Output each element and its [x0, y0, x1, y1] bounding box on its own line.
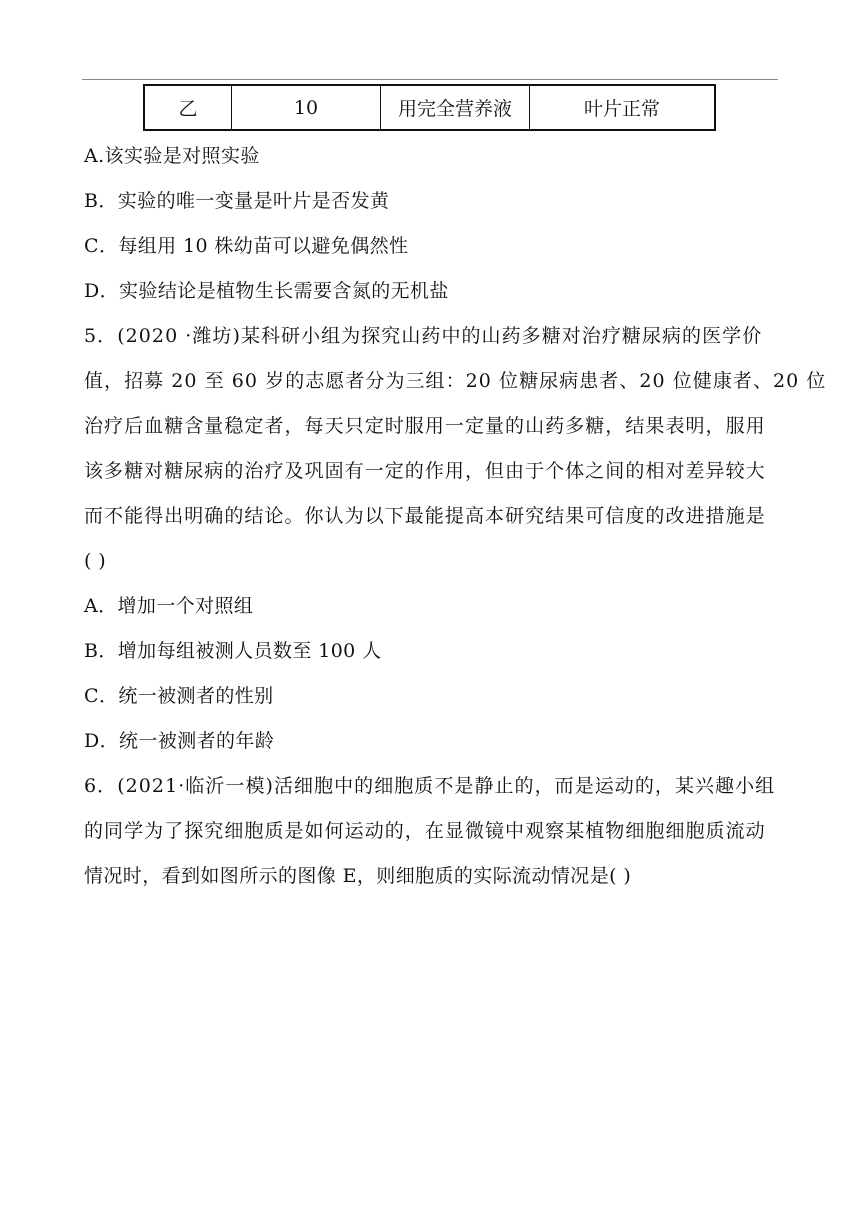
experiment-table: [143, 84, 716, 131]
table-row: [144, 85, 715, 130]
header-rule: [82, 79, 778, 80]
q5-answer-blank: ( ): [84, 550, 107, 572]
table-cell-count: 10: [232, 85, 381, 130]
q5-option-a: A．增加一个对照组: [84, 595, 254, 617]
q5-option-c: C．统一被测者的性别: [84, 685, 274, 707]
q6-stem-line: 情况时，看到如图所示的图像 E，则细胞质的实际流动情况是( ): [84, 865, 632, 887]
q5-option-b: B．增加每组被测人员数至 100 人: [84, 640, 382, 662]
table-cell-group: 乙: [144, 85, 232, 130]
q5-stem-line: 值，招募 20 至 60 岁的志愿者分为三组：20 位糖尿病患者、20 位健康者、20 位: [84, 370, 827, 392]
q6-stem-line: 的同学为了探究细胞质是如何运动的，在显微镜中观察某植物细胞细胞质流动: [84, 820, 766, 842]
table-cell-treatment: 用完全营养液: [381, 85, 530, 130]
q5-stem-line: 治疗后血糖含量稳定者，每天只定时服用一定量的山药多糖，结果表明，服用: [84, 415, 766, 437]
q4-option-d: D．实验结论是植物生长需要含氮的无机盐: [84, 280, 449, 302]
q5-stem-line: 而不能得出明确的结论。你认为以下最能提高本研究结果可信度的改进措施是: [84, 505, 766, 527]
table-cell-result: 叶片正常: [530, 85, 716, 130]
q4-option-a: A.该实验是对照实验: [84, 145, 260, 167]
q6-stem-line: 6．(2021·临沂一模)活细胞中的细胞质不是静止的，而是运动的，某兴趣小组: [84, 775, 776, 797]
q4-option-c: C．每组用 10 株幼苗可以避免偶然性: [84, 235, 409, 257]
q5-stem-line: 5．(2020 ·潍坊)某科研小组为探究山药中的山药多糖对治疗糖尿病的医学价: [84, 325, 763, 347]
q5-stem-line: 该多糖对糖尿病的治疗及巩固有一定的作用，但由于个体之间的相对差异较大: [84, 460, 766, 482]
q4-option-b: B．实验的唯一变量是叶片是否发黄: [84, 190, 390, 212]
q5-option-d: D．统一被测者的年龄: [84, 730, 275, 752]
